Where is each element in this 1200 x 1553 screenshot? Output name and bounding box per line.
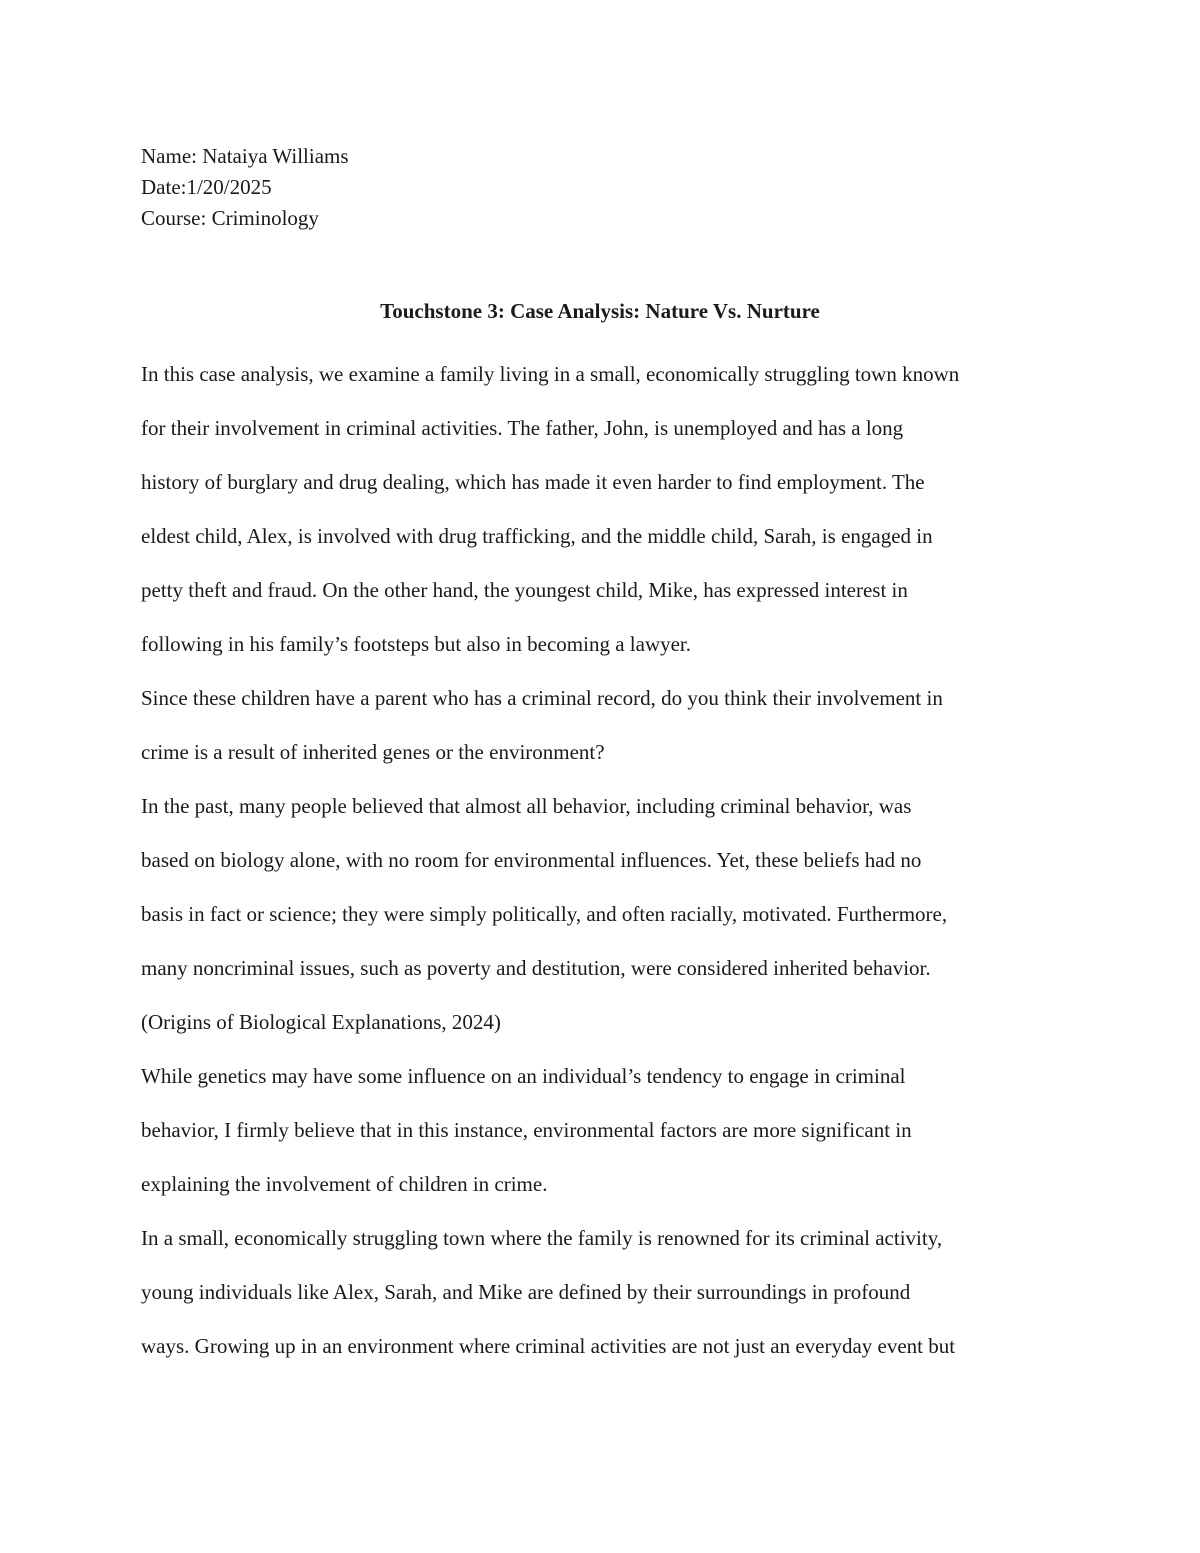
document-title: Touchstone 3: Case Analysis: Nature Vs. Nurture [380,299,820,323]
body-line: explaining the involvement of children in crime. [141,1172,548,1196]
header-block [141,141,349,234]
body-line: In a small, economically struggling town where the family is renowned for its criminal activity, [141,1226,943,1250]
body-line: for their involvement in criminal activities. The father, John, is unemployed and has a long [141,416,904,440]
body-line: While genetics may have some influence on an individual’s tendency to engage in criminal [141,1064,906,1088]
body-line: In the past, many people believed that almost all behavior, including criminal behavior, was [141,794,912,818]
course-name: Course: Criminology [141,206,319,230]
body-line: petty theft and fraud. On the other hand, the youngest child, Mike, has expressed interest in [141,578,908,602]
student-name: Name: Nataiya Williams [141,144,349,168]
body-line: basis in fact or science; they were simply politically, and often racially, motivated. Furthermore, [141,902,948,926]
body-line: history of burglary and drug dealing, which has made it even harder to find employment. The [141,470,925,494]
submission-date: Date:1/20/2025 [141,175,272,199]
body-line: ways. Growing up in an environment where criminal activities are not just an everyday event but [141,1334,956,1358]
body-line: following in his family’s footsteps but also in becoming a lawyer. [141,632,692,656]
body-line: Since these children have a parent who has a criminal record, do you think their involvement in [141,686,943,710]
body-line: young individuals like Alex, Sarah, and Mike are defined by their surroundings in profound [141,1280,911,1304]
citation-line: (Origins of Biological Explanations, 2024) [141,1010,501,1034]
body-line: many noncriminal issues, such as poverty and destitution, were considered inherited behavior. [141,956,931,980]
body-line: eldest child, Alex, is involved with drug trafficking, and the middle child, Sarah, is engaged in [141,524,933,548]
body-line: crime is a result of inherited genes or the environment? [141,740,605,764]
body-line: behavior, I firmly believe that in this instance, environmental factors are more significant in [141,1118,912,1142]
body-line: based on biology alone, with no room for environmental influences. Yet, these beliefs had no [141,848,922,872]
body-line: In this case analysis, we examine a family living in a small, economically struggling town known [141,362,960,386]
